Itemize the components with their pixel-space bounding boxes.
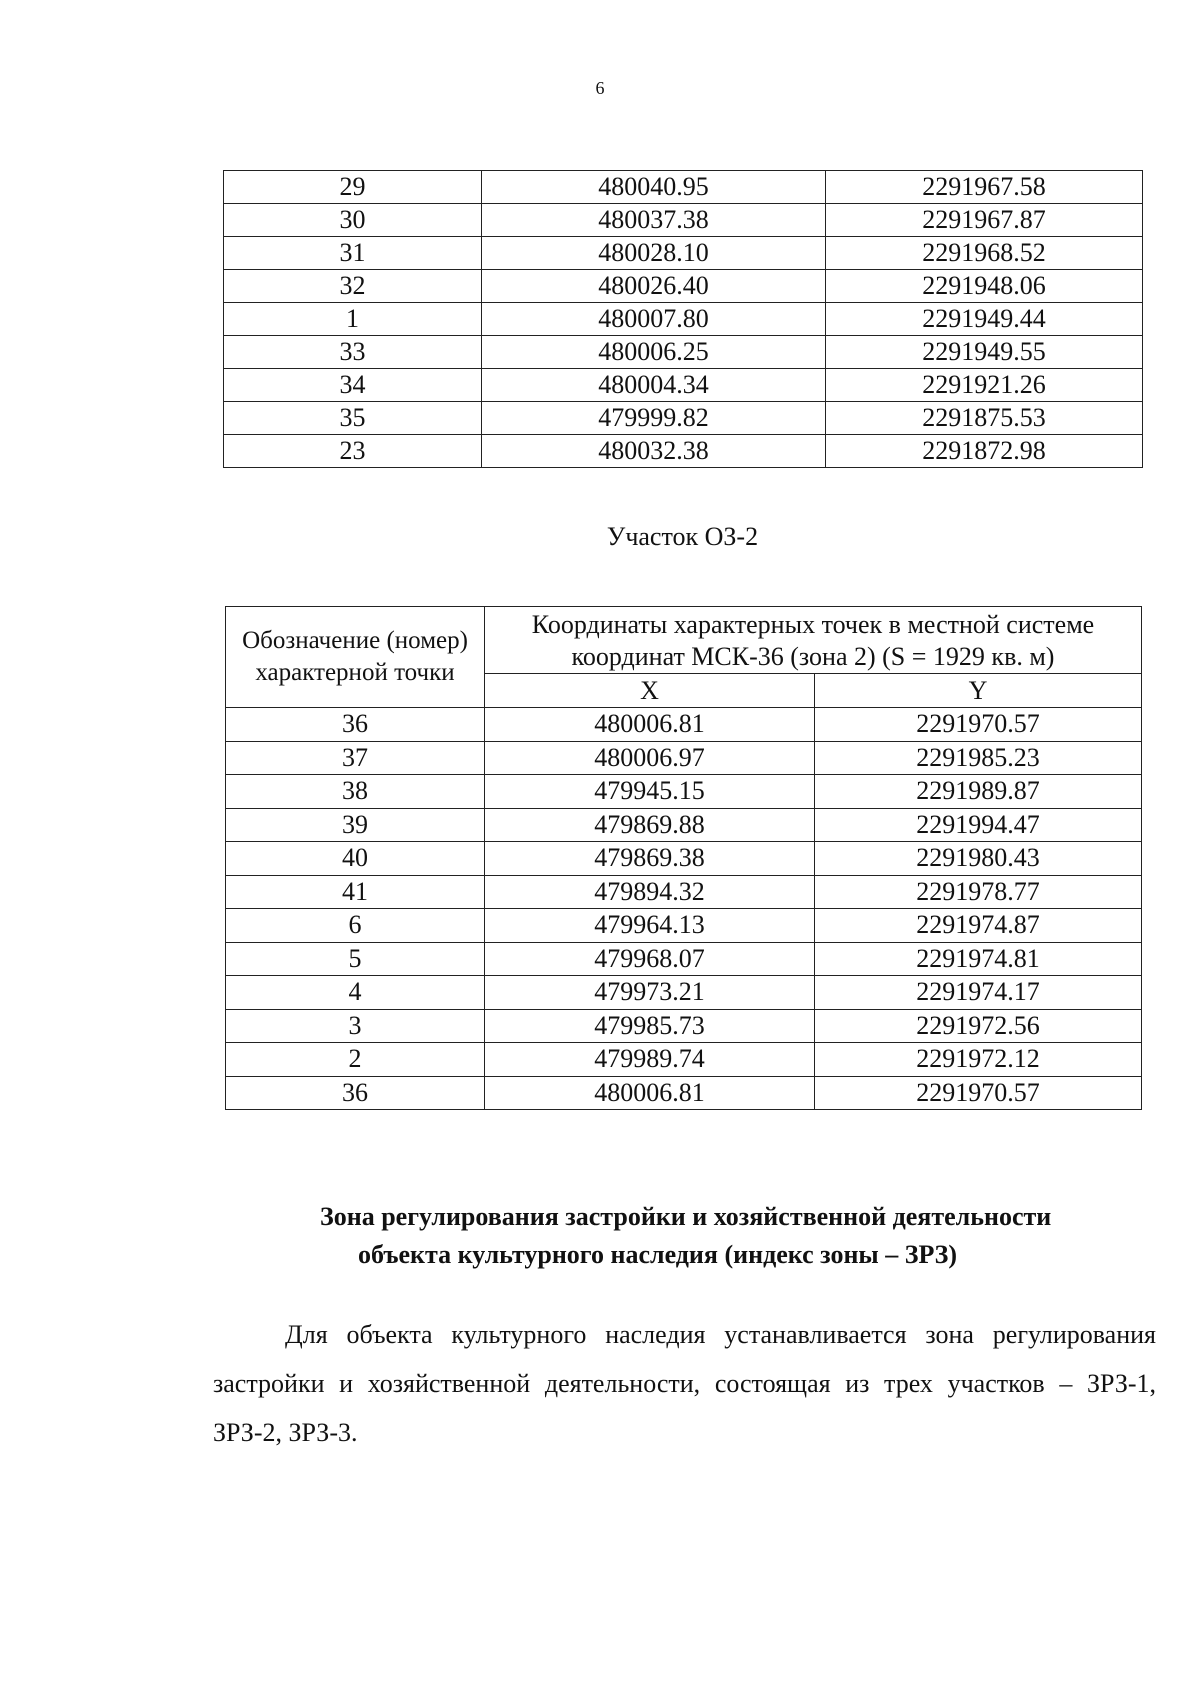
point-number-cell: 3 bbox=[226, 1009, 485, 1043]
table-row bbox=[224, 402, 1143, 435]
table-row bbox=[226, 842, 1142, 876]
point-number-cell: 39 bbox=[226, 808, 485, 842]
page-number: 6 bbox=[595, 78, 605, 98]
y-coordinate-cell: 2291872.98 bbox=[826, 435, 1143, 468]
table-row bbox=[226, 775, 1142, 809]
point-number-cell: 34 bbox=[224, 369, 482, 402]
x-coordinate-cell: 479968.07 bbox=[485, 942, 815, 976]
point-number-cell: 5 bbox=[226, 942, 485, 976]
y-coordinate-cell: 2291970.57 bbox=[815, 708, 1142, 742]
x-coordinate-cell: 479989.74 bbox=[485, 1043, 815, 1077]
y-coordinate-cell: 2291980.43 bbox=[815, 842, 1142, 876]
table-row bbox=[226, 741, 1142, 775]
point-number-cell: 2 bbox=[226, 1043, 485, 1077]
y-coordinate-cell: 2291978.77 bbox=[815, 875, 1142, 909]
point-number-cell: 41 bbox=[226, 875, 485, 909]
y-coordinate-cell: 2291968.52 bbox=[826, 237, 1143, 270]
point-number-cell: 1 bbox=[224, 303, 482, 336]
x-coordinate-cell: 480037.38 bbox=[482, 204, 826, 237]
point-number-cell: 32 bbox=[224, 270, 482, 303]
section-title: Участок ОЗ-2 bbox=[606, 522, 759, 551]
x-coordinate-cell: 479999.82 bbox=[482, 402, 826, 435]
y-coordinate-cell: 2291994.47 bbox=[815, 808, 1142, 842]
x-coordinate-cell: 480006.81 bbox=[485, 1076, 815, 1110]
y-coordinate-cell: 2291921.26 bbox=[826, 369, 1143, 402]
point-number-cell: 30 bbox=[224, 204, 482, 237]
point-number-cell: 38 bbox=[226, 775, 485, 809]
y-coordinate-cell: 2291974.81 bbox=[815, 942, 1142, 976]
point-number-cell: 29 bbox=[224, 171, 482, 204]
y-coordinate-cell: 2291985.23 bbox=[815, 741, 1142, 775]
table-row bbox=[224, 237, 1143, 270]
y-coordinate-cell: 2291875.53 bbox=[826, 402, 1143, 435]
table-row bbox=[224, 435, 1143, 468]
table-row bbox=[226, 708, 1142, 742]
x-coordinate-cell: 479973.21 bbox=[485, 976, 815, 1010]
oz2-table-body bbox=[226, 708, 1142, 1110]
x-coordinate-cell: 479869.38 bbox=[485, 842, 815, 876]
table-row bbox=[224, 336, 1143, 369]
point-number-cell: 35 bbox=[224, 402, 482, 435]
continued-table-body bbox=[224, 171, 1143, 468]
zone-paragraph: Для объекта культурного наследия устанавливается зона регулирования застройки и хозяйственной деятельности, состоящая из трех участков – ЗРЗ-1, ЗРЗ-2, ЗРЗ-3. bbox=[213, 1320, 1156, 1447]
table-row bbox=[224, 204, 1143, 237]
x-coordinate-cell: 480007.80 bbox=[482, 303, 826, 336]
x-coordinate-cell: 479869.88 bbox=[485, 808, 815, 842]
zone-heading bbox=[320, 1198, 1120, 1274]
x-coordinate-cell: 480026.40 bbox=[482, 270, 826, 303]
y-coordinate-cell: 2291972.12 bbox=[815, 1043, 1142, 1077]
x-coordinate-cell: 479945.15 bbox=[485, 775, 815, 809]
table-row bbox=[224, 171, 1143, 204]
zone-heading-line-2: объекта культурного наследия (индекс зоны – ЗРЗ) bbox=[358, 1240, 958, 1269]
point-number-cell: 23 bbox=[224, 435, 482, 468]
zone-heading-line-1: Зона регулирования застройки и хозяйственной деятельности bbox=[320, 1202, 1052, 1231]
x-coordinate-cell: 480006.81 bbox=[485, 708, 815, 742]
y-coordinate-cell: 2291970.57 bbox=[815, 1076, 1142, 1110]
point-number-cell: 4 bbox=[226, 976, 485, 1010]
table-row bbox=[226, 1076, 1142, 1110]
point-number-cell: 37 bbox=[226, 741, 485, 775]
y-coordinate-cell: 2291974.17 bbox=[815, 976, 1142, 1010]
table-row bbox=[224, 369, 1143, 402]
table-row bbox=[226, 875, 1142, 909]
y-coordinate-cell: 2291949.55 bbox=[826, 336, 1143, 369]
x-coordinate-cell: 479894.32 bbox=[485, 875, 815, 909]
point-number-cell: 36 bbox=[226, 708, 485, 742]
x-coordinate-cell: 480028.10 bbox=[482, 237, 826, 270]
header-coordinates: Координаты характерных точек в местной системе координат МСК-36 (зона 2) (S = 1929 кв. м) bbox=[485, 607, 1142, 674]
table-row bbox=[226, 942, 1142, 976]
y-coordinate-cell: 2291972.56 bbox=[815, 1009, 1142, 1043]
y-coordinate-cell: 2291967.58 bbox=[826, 171, 1143, 204]
x-coordinate-cell: 479964.13 bbox=[485, 909, 815, 943]
header-y: Y bbox=[815, 674, 1142, 708]
x-coordinate-cell: 480006.25 bbox=[482, 336, 826, 369]
header-point-designation: Обозначение (номер) характерной точки bbox=[226, 607, 485, 708]
table-row bbox=[224, 303, 1143, 336]
y-coordinate-cell: 2291967.87 bbox=[826, 204, 1143, 237]
x-coordinate-cell: 480004.34 bbox=[482, 369, 826, 402]
table-row bbox=[226, 976, 1142, 1010]
x-coordinate-cell: 480032.38 bbox=[482, 435, 826, 468]
table-row bbox=[226, 1009, 1142, 1043]
coordinates-table-continued bbox=[223, 170, 1143, 468]
table-row bbox=[226, 808, 1142, 842]
y-coordinate-cell: 2291949.44 bbox=[826, 303, 1143, 336]
table-row bbox=[224, 270, 1143, 303]
y-coordinate-cell: 2291948.06 bbox=[826, 270, 1143, 303]
point-number-cell: 31 bbox=[224, 237, 482, 270]
x-coordinate-cell: 480006.97 bbox=[485, 741, 815, 775]
point-number-cell: 36 bbox=[226, 1076, 485, 1110]
y-coordinate-cell: 2291989.87 bbox=[815, 775, 1142, 809]
coordinates-table-oz2 bbox=[225, 606, 1142, 1110]
y-coordinate-cell: 2291974.87 bbox=[815, 909, 1142, 943]
point-number-cell: 33 bbox=[224, 336, 482, 369]
header-x: X bbox=[485, 674, 815, 708]
table-row bbox=[226, 1043, 1142, 1077]
point-number-cell: 6 bbox=[226, 909, 485, 943]
x-coordinate-cell: 479985.73 bbox=[485, 1009, 815, 1043]
x-coordinate-cell: 480040.95 bbox=[482, 171, 826, 204]
table-row bbox=[226, 909, 1142, 943]
point-number-cell: 40 bbox=[226, 842, 485, 876]
